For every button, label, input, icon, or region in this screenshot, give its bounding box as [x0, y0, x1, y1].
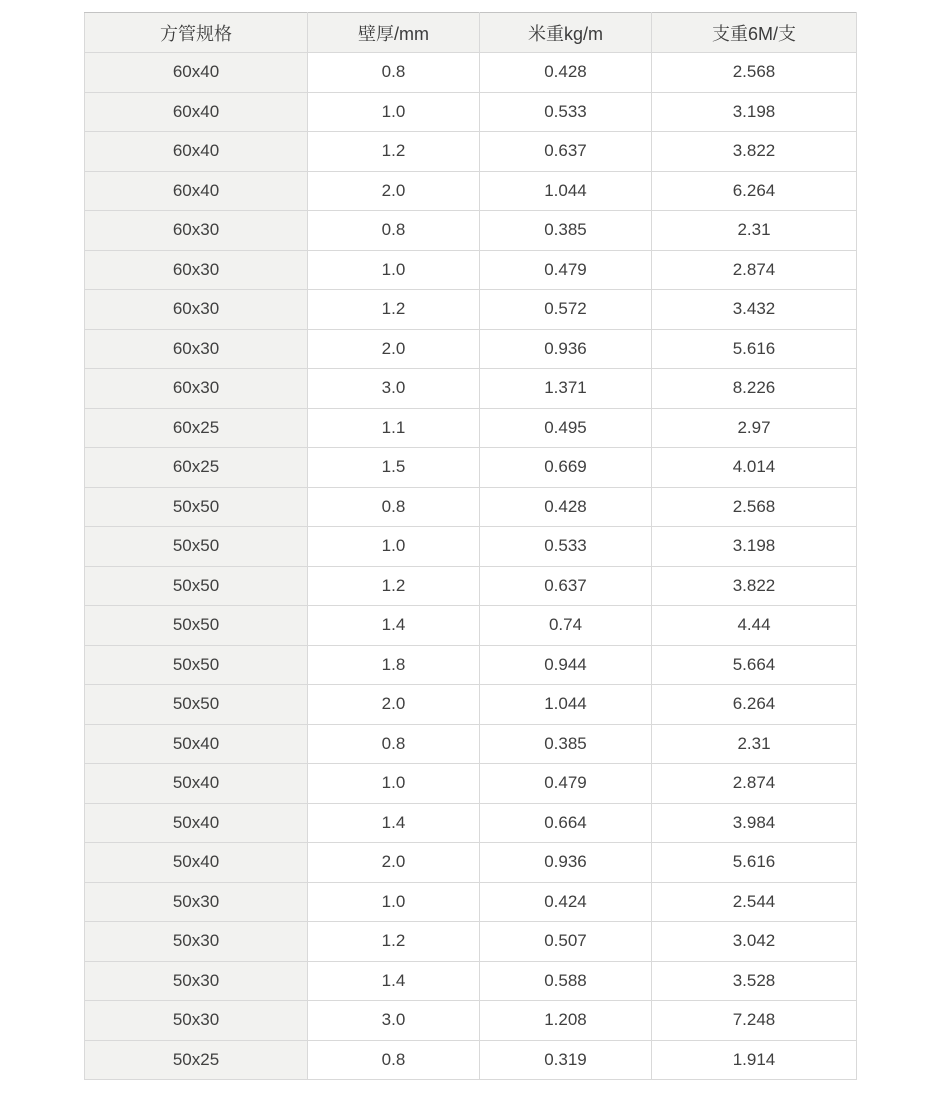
- piece-weight-cell: 4.44: [652, 606, 857, 646]
- tube-spec-cell: 60x40: [85, 171, 308, 211]
- meter-weight-cell: 1.044: [480, 685, 652, 725]
- piece-weight-cell: 3.432: [652, 290, 857, 330]
- table-row: [85, 250, 857, 290]
- piece-weight-cell: 2.31: [652, 724, 857, 764]
- wall-thickness-cell: 0.8: [308, 211, 480, 251]
- tube-spec-cell: 60x40: [85, 53, 308, 93]
- piece-weight-cell: 8.226: [652, 369, 857, 409]
- table-row: [85, 290, 857, 330]
- tube-spec-cell: 50x30: [85, 922, 308, 962]
- meter-weight-cell: 0.479: [480, 764, 652, 804]
- meter-weight-cell: 0.572: [480, 290, 652, 330]
- meter-weight-cell: 0.637: [480, 132, 652, 172]
- square-tube-spec-table: [84, 12, 857, 1080]
- wall-thickness-cell: 1.0: [308, 92, 480, 132]
- meter-weight-cell: 0.385: [480, 724, 652, 764]
- table-row: [85, 764, 857, 804]
- wall-thickness-cell: 1.2: [308, 290, 480, 330]
- piece-weight-cell: 3.198: [652, 527, 857, 567]
- table-row: [85, 408, 857, 448]
- table-row: [85, 527, 857, 567]
- table-row: [85, 448, 857, 488]
- column-header-wall-thickness: 壁厚/mm: [308, 13, 480, 53]
- tube-spec-cell: 50x50: [85, 606, 308, 646]
- piece-weight-cell: 5.664: [652, 645, 857, 685]
- meter-weight-cell: 0.507: [480, 922, 652, 962]
- meter-weight-cell: 0.588: [480, 961, 652, 1001]
- meter-weight-cell: 0.637: [480, 566, 652, 606]
- table-body: [85, 53, 857, 1080]
- piece-weight-cell: 3.984: [652, 803, 857, 843]
- meter-weight-cell: 0.424: [480, 882, 652, 922]
- piece-weight-cell: 5.616: [652, 329, 857, 369]
- piece-weight-cell: 2.544: [652, 882, 857, 922]
- wall-thickness-cell: 1.4: [308, 606, 480, 646]
- wall-thickness-cell: 1.1: [308, 408, 480, 448]
- tube-spec-cell: 60x30: [85, 250, 308, 290]
- meter-weight-cell: 0.944: [480, 645, 652, 685]
- piece-weight-cell: 2.568: [652, 487, 857, 527]
- table-row: [85, 606, 857, 646]
- tube-spec-cell: 60x40: [85, 132, 308, 172]
- tube-spec-cell: 50x40: [85, 724, 308, 764]
- tube-spec-cell: 60x30: [85, 329, 308, 369]
- tube-spec-cell: 60x30: [85, 290, 308, 330]
- tube-spec-cell: 50x40: [85, 803, 308, 843]
- meter-weight-cell: 1.044: [480, 171, 652, 211]
- tube-spec-cell: 50x25: [85, 1040, 308, 1080]
- table-row: [85, 922, 857, 962]
- wall-thickness-cell: 0.8: [308, 487, 480, 527]
- wall-thickness-cell: 1.5: [308, 448, 480, 488]
- column-header-piece-weight: 支重6M/支: [652, 13, 857, 53]
- wall-thickness-cell: 1.2: [308, 922, 480, 962]
- meter-weight-cell: 0.669: [480, 448, 652, 488]
- piece-weight-cell: 2.31: [652, 211, 857, 251]
- wall-thickness-cell: 3.0: [308, 369, 480, 409]
- tube-spec-cell: 60x25: [85, 408, 308, 448]
- wall-thickness-cell: 1.4: [308, 803, 480, 843]
- column-header-tube-spec: 方管规格: [85, 13, 308, 53]
- table-row: [85, 329, 857, 369]
- table-row: [85, 171, 857, 211]
- piece-weight-cell: 3.528: [652, 961, 857, 1001]
- piece-weight-cell: 3.822: [652, 132, 857, 172]
- wall-thickness-cell: 2.0: [308, 171, 480, 211]
- tube-spec-cell: 50x50: [85, 645, 308, 685]
- table-row: [85, 53, 857, 93]
- wall-thickness-cell: 1.8: [308, 645, 480, 685]
- piece-weight-cell: 2.874: [652, 764, 857, 804]
- piece-weight-cell: 2.97: [652, 408, 857, 448]
- table-row: [85, 92, 857, 132]
- piece-weight-cell: 7.248: [652, 1001, 857, 1041]
- wall-thickness-cell: 2.0: [308, 685, 480, 725]
- tube-spec-cell: 50x30: [85, 961, 308, 1001]
- table-row: [85, 685, 857, 725]
- wall-thickness-cell: 1.4: [308, 961, 480, 1001]
- meter-weight-cell: 1.208: [480, 1001, 652, 1041]
- piece-weight-cell: 3.198: [652, 92, 857, 132]
- table-row: [85, 724, 857, 764]
- table-row: [85, 369, 857, 409]
- tube-spec-cell: 50x30: [85, 1001, 308, 1041]
- tube-spec-cell: 50x30: [85, 882, 308, 922]
- tube-spec-cell: 50x50: [85, 566, 308, 606]
- tube-spec-cell: 60x40: [85, 92, 308, 132]
- meter-weight-cell: 0.319: [480, 1040, 652, 1080]
- piece-weight-cell: 3.822: [652, 566, 857, 606]
- table-row: [85, 566, 857, 606]
- wall-thickness-cell: 1.0: [308, 527, 480, 567]
- meter-weight-cell: 0.74: [480, 606, 652, 646]
- tube-spec-cell: 50x40: [85, 764, 308, 804]
- tube-spec-cell: 60x30: [85, 369, 308, 409]
- tube-spec-cell: 50x40: [85, 843, 308, 883]
- wall-thickness-cell: 1.0: [308, 250, 480, 290]
- wall-thickness-cell: 1.0: [308, 764, 480, 804]
- piece-weight-cell: 2.568: [652, 53, 857, 93]
- wall-thickness-cell: 1.2: [308, 132, 480, 172]
- wall-thickness-cell: 0.8: [308, 724, 480, 764]
- piece-weight-cell: 1.914: [652, 1040, 857, 1080]
- table-row: [85, 961, 857, 1001]
- meter-weight-cell: 0.533: [480, 92, 652, 132]
- meter-weight-cell: 0.936: [480, 329, 652, 369]
- wall-thickness-cell: 0.8: [308, 1040, 480, 1080]
- tube-spec-cell: 50x50: [85, 487, 308, 527]
- tube-spec-cell: 60x30: [85, 211, 308, 251]
- table-row: [85, 645, 857, 685]
- meter-weight-cell: 0.664: [480, 803, 652, 843]
- table-row: [85, 1040, 857, 1080]
- table-row: [85, 211, 857, 251]
- piece-weight-cell: 3.042: [652, 922, 857, 962]
- meter-weight-cell: 0.385: [480, 211, 652, 251]
- table-row: [85, 803, 857, 843]
- tube-spec-cell: 50x50: [85, 685, 308, 725]
- piece-weight-cell: 4.014: [652, 448, 857, 488]
- tube-spec-cell: 60x25: [85, 448, 308, 488]
- piece-weight-cell: 6.264: [652, 171, 857, 211]
- meter-weight-cell: 0.428: [480, 53, 652, 93]
- header-row: [85, 13, 857, 53]
- table-row: [85, 843, 857, 883]
- wall-thickness-cell: 0.8: [308, 53, 480, 93]
- piece-weight-cell: 6.264: [652, 685, 857, 725]
- wall-thickness-cell: 1.0: [308, 882, 480, 922]
- column-header-meter-weight: 米重kg/m: [480, 13, 652, 53]
- piece-weight-cell: 5.616: [652, 843, 857, 883]
- table-row: [85, 487, 857, 527]
- tube-spec-cell: 50x50: [85, 527, 308, 567]
- meter-weight-cell: 0.533: [480, 527, 652, 567]
- wall-thickness-cell: 2.0: [308, 329, 480, 369]
- meter-weight-cell: 1.371: [480, 369, 652, 409]
- wall-thickness-cell: 1.2: [308, 566, 480, 606]
- meter-weight-cell: 0.495: [480, 408, 652, 448]
- meter-weight-cell: 0.936: [480, 843, 652, 883]
- meter-weight-cell: 0.479: [480, 250, 652, 290]
- wall-thickness-cell: 3.0: [308, 1001, 480, 1041]
- wall-thickness-cell: 2.0: [308, 843, 480, 883]
- table-row: [85, 132, 857, 172]
- piece-weight-cell: 2.874: [652, 250, 857, 290]
- meter-weight-cell: 0.428: [480, 487, 652, 527]
- table-row: [85, 1001, 857, 1041]
- table-row: [85, 882, 857, 922]
